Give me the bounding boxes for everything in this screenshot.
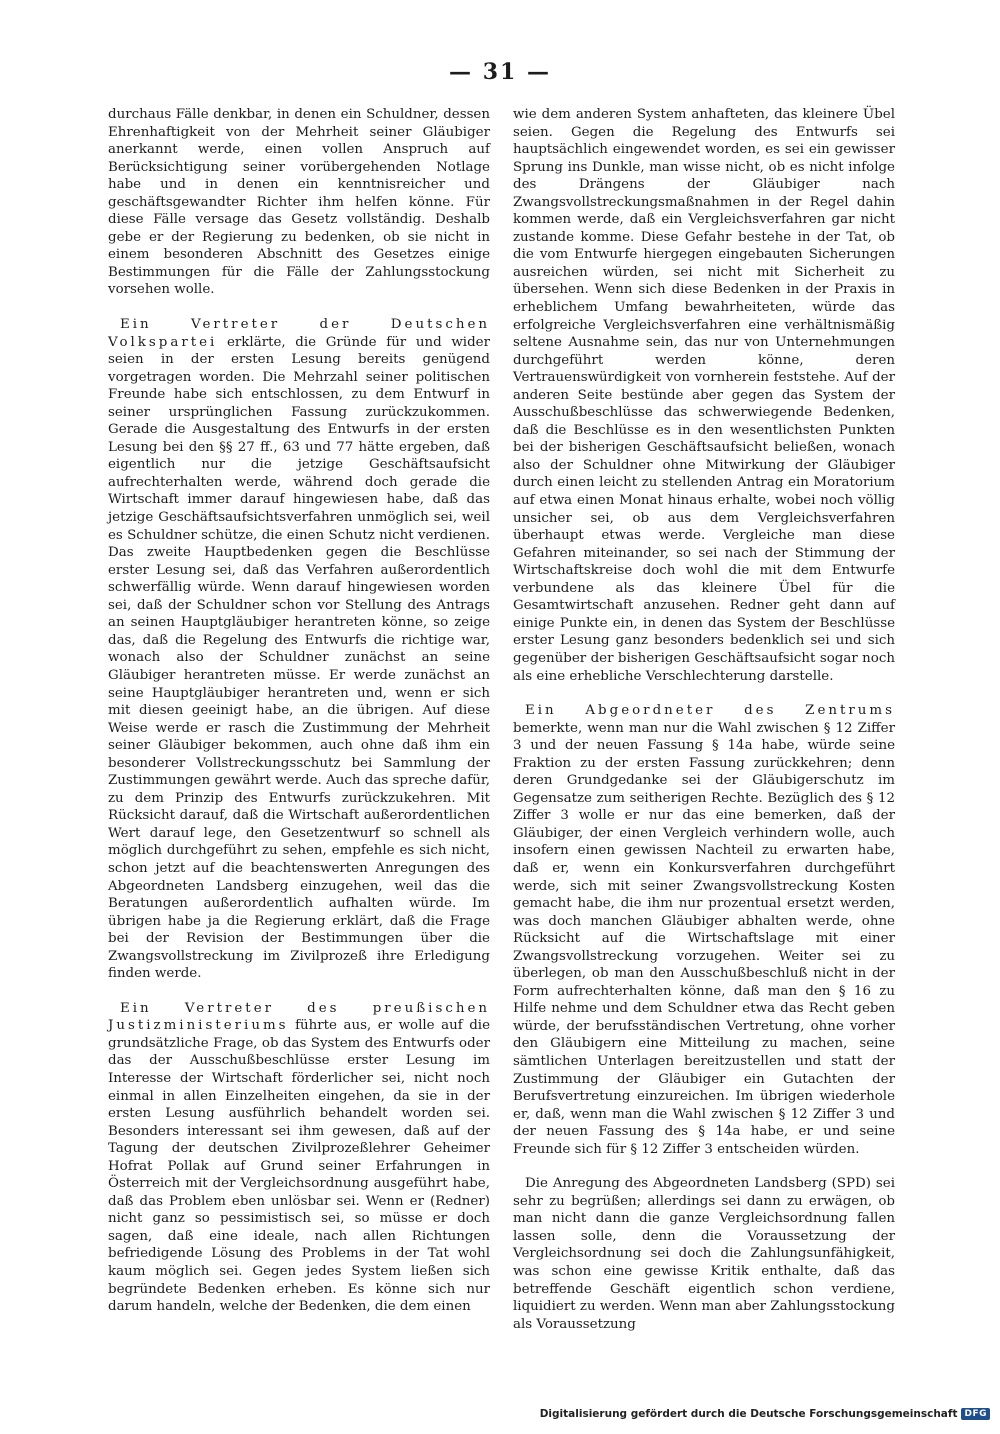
left-paragraph-2 xyxy=(108,316,490,983)
left-paragraph-3 xyxy=(108,1000,490,1316)
paragraph-body: bemerkte, wenn man nur die Wahl zwischen § 12 Ziffer 3 und der neuen Fassung § 14a habe, würde seine Fraktion zu der ersten Fassung zurückkehren; denn deren Grundgedanke sei der Gläubigerschutz im Gegensatze zum seitherigen Rechte. Bezüglich des § 12 Ziffer 3 wolle er nur das eine bemerken, daß der Gläubiger, der einen Vergleich verhindern wolle, auch insofern einen gewissen Nachteil zu erwarten habe, daß er, wenn ein Konkursverfahren durchgeführt werde, sich mit seiner Zwangsvollstreckung Kosten gemacht habe, die ihm nur prozentual ersetzt werden, was doch manchen Gläubiger abhalten werde, ohne Rücksicht auf die Wirtschaftslage mit einer Zwangsvollstreckung vorzugehen. Weiter sei zu überlegen, ob man den Ausschußbeschluß nicht in der Form aufrechterhalten könne, daß man den § 16 zu Hilfe nehme und dem Schuldner etwa das Recht geben würde, der berufsständischen Vertretung, ohne vorher den Gläubigern eine Mitteilung zu machen, seine sämtlichen Unterlagen bereitzustellen und statt der Zustimmung der Gläubiger ein Gutachten der Berufsvertretung einzureichen. Im übrigen wiederhole er, daß, wenn man die Wahl zwischen § 12 Ziffer 3 und der neuen Fassung des § 14a habe, er und seine Freunde sich für § 12 Ziffer 3 entscheiden würden. xyxy=(513,720,895,1157)
digitization-footer xyxy=(540,1408,990,1420)
right-column xyxy=(513,106,895,1350)
footer-text: Digitalisierung gefördert durch die Deutsche Forschungsgemeinschaft xyxy=(539,1408,958,1420)
speaker-lead: Ein Vertreter der Deutschen Volkspartei xyxy=(108,317,490,350)
speaker-lead: Ein Abgeordneter des Zentrums xyxy=(525,703,895,719)
left-column xyxy=(108,106,490,1333)
paragraph-body: erklärte, die Gründe für und wider seien in der ersten Lesung bereits genügend vorgetragen worden. Die Mehrzahl seiner politischen Freunde habe sich entschlossen, zu dem Entwurf in seiner ursprünglichen Fassung zurückzukommen. Gerade die Ausgestaltung des Entwurfs in der ersten Lesung bei den §§ 27 ff., 63 und 77 hätte ergeben, daß eigentlich nur die jetzige Geschäftsaufsicht aufrechterhalten werde, während doch gerade die Wirtschaft immer darauf hingewiesen habe, daß das jetzige Geschäftsaufsichtsverfahren unmöglich sei, weil es Schuldner schütze, die einen Schutz nicht verdienen. Das zweite Hauptbedenken gegen die Beschlüsse erster Lesung sei, daß das Verfahren außerordentlich schwerfällig würde. Wenn darauf hingewiesen worden sei, daß der Schuldner schon vor Stellung des Antrags an seinen Hauptgläubiger herantreten könne, so zeige das, daß die Regelung des Entwurfs die richtige war, wonach also der Schuldner zunächst an seine Gläubiger herantreten müsse. Er werde zunächst an seine Hauptgläubiger herantreten und, wenn er sich mit diesen geeinigt habe, an die übrigen. Auf diese Weise werde er rasch die Zustimmung der Mehrheit seiner Gläubiger bekommen, auch ohne daß ihm ein besonderer Vollstreckungsschutz bei Sammlung der Zustimmungen gewährt werde. Auch das spreche dafür, zu dem Prinzip des Entwurfs zurückzukehren. Mit Rücksicht darauf, daß die Wirtschaft außerordentlichen Wert darauf lege, den Gesetzentwurf so schnell als möglich durchgeführt zu sehen, empfehle es sich nicht, schon jetzt auf die beachtenswerten Anregungen des Abgeordneten Landsberg einzugehen, weil das die Beratungen außerordentlich aufhalten würde. Im übrigen habe ja die Regierung erklärt, daß die Frage bei der Revision der Bestimmungen über die Zwangsvollstreckung im Zivilprozeß ihre Erledigung finden werde. xyxy=(108,334,490,982)
right-paragraph-1: wie dem anderen System anhafteten, das kleinere Übel seien. Gegen die Regelung des Entwurfs sei hauptsächlich eingewendet worden, es sei ein gewisser Sprung ins Dunkle, man wisse nicht, ob es nicht infolge des Drängens der Gläubiger nach Zwangsvollstreckungsmaßnahmen in der Regel dahin kommen werde, daß ein Vergleichsverfahren gar nicht zustande komme. Diese Gefahr bestehe in der Tat, ob die vom Entwurfe hiergegen eingebauten Sicherungen ausreichen würden, sei nicht mit Sicherheit zu übersehen. Wenn sich diese Bedenken in der Praxis in erheblichem Umfang bewahrheiteten, würde das erfolgreiche Vergleichsverfahren eine verhältnismäßig seltene Ausnahme sein, das nur von Unternehmungen durchgeführt werden könne, deren Vertrauenswürdigkeit von vornherein feststehe. Auf der anderen Seite bestünde aber gegen das System der Ausschußbeschlüsse das schwerwiegende Bedenken, daß die Beschlüsse es in den wesentlichsten Punkten bei der bisherigen Geschäftsaufsicht beließen, wonach also der Schuldner ohne Mitwirkung der Gläubiger durch einen leicht zu stellenden Antrag ein Moratorium auf etwa einen Monat hinaus erhalte, wobei noch völlig unsicher sei, ob aus dem Vergleichsverfahren überhaupt etwas werde. Vergleiche man diese Gefahren miteinander, so sei nach der Stimmung der Wirtschaftskreise doch wohl die mit dem Entwurfe verbundene als das kleinere Übel für die Gesamtwirtschaft anzusehen. Redner geht dann auf einige Punkte ein, in denen das System der Beschlüsse erster Lesung ganz besonders bedenklich sei und sich gegenüber der bisherigen Geschäftsaufsicht sogar noch als eine erhebliche Verschlechterung darstelle. xyxy=(513,107,895,684)
right-paragraph-2 xyxy=(513,702,895,1158)
left-paragraph-1: durchaus Fälle denkbar, in denen ein Schuldner, dessen Ehrenhaftigkeit von der Mehrheit seiner Gläubiger anerkannt werde, einen vollen Anspruch auf Berücksichtigung seiner vorübergehenden Notlage habe und in denen ein kenntnisreicher und geschäftsgewandter Richter ihm helfen könne. Für diese Fälle versage das Gesetz vollständig. Deshalb gebe er der Regierung zu bedenken, ob sie nicht in einem besonderen Abschnitt des Gesetzes einige Bestimmungen für die Fälle der Zahlungsstockung vorsehen wolle. xyxy=(108,107,490,298)
speaker-lead: Ein Vertreter des preußischen Justizministeriums xyxy=(108,1000,490,1034)
dfg-logo: DFG xyxy=(961,1408,990,1420)
paragraph-body: führte aus, er wolle auf die grundsätzliche Frage, ob das System des Entwurfs oder das der Ausschußbeschlüsse erster Lesung im Interesse der Wirtschaft förderlicher sei, nicht noch einmal in allen Einzelheiten eingehen, da sie in der ersten Lesung ausführlich behandelt worden sei. Besonders interessant sei ihm gewesen, daß auf der Tagung der deutschen Zivilprozeßlehrer Geheimer Hofrat Pollak auf Grund seiner Erfahrungen in Österreich mit der Vergleichsordnung ausgeführt habe, daß das Problem eben unlösbar sei. Wenn er (Redner) nicht ganz so pessimistisch sei, so müsse er doch sagen, daß eine ideale, nach allen Richtungen befriedigende Lösung des Problems in der Tat wohl kaum möglich sei. Gegen jedes System ließen sich begründete Bedenken erheben. Es könne sich nur darum handeln, welche der Bedenken, die dem einen xyxy=(108,1018,490,1315)
right-paragraph-3: Die Anregung des Abgeordneten Landsberg (SPD) sei sehr zu begrüßen; allerdings sei dann zu erwägen, ob man nicht dann die ganze Vergleichsordnung fallen lassen solle, denn die Voraussetzung der Vergleichsordnung sei doch die Zahlungsunfähigkeit, was schon eine gewisse Kritik enthalte, daß das betreffende Geschäft eigentlich schon verdiene, liquidiert zu werden. Wenn man aber Zahlungsstockung als Voraussetzung xyxy=(513,1176,895,1332)
page-number: — 31 — xyxy=(449,59,551,85)
